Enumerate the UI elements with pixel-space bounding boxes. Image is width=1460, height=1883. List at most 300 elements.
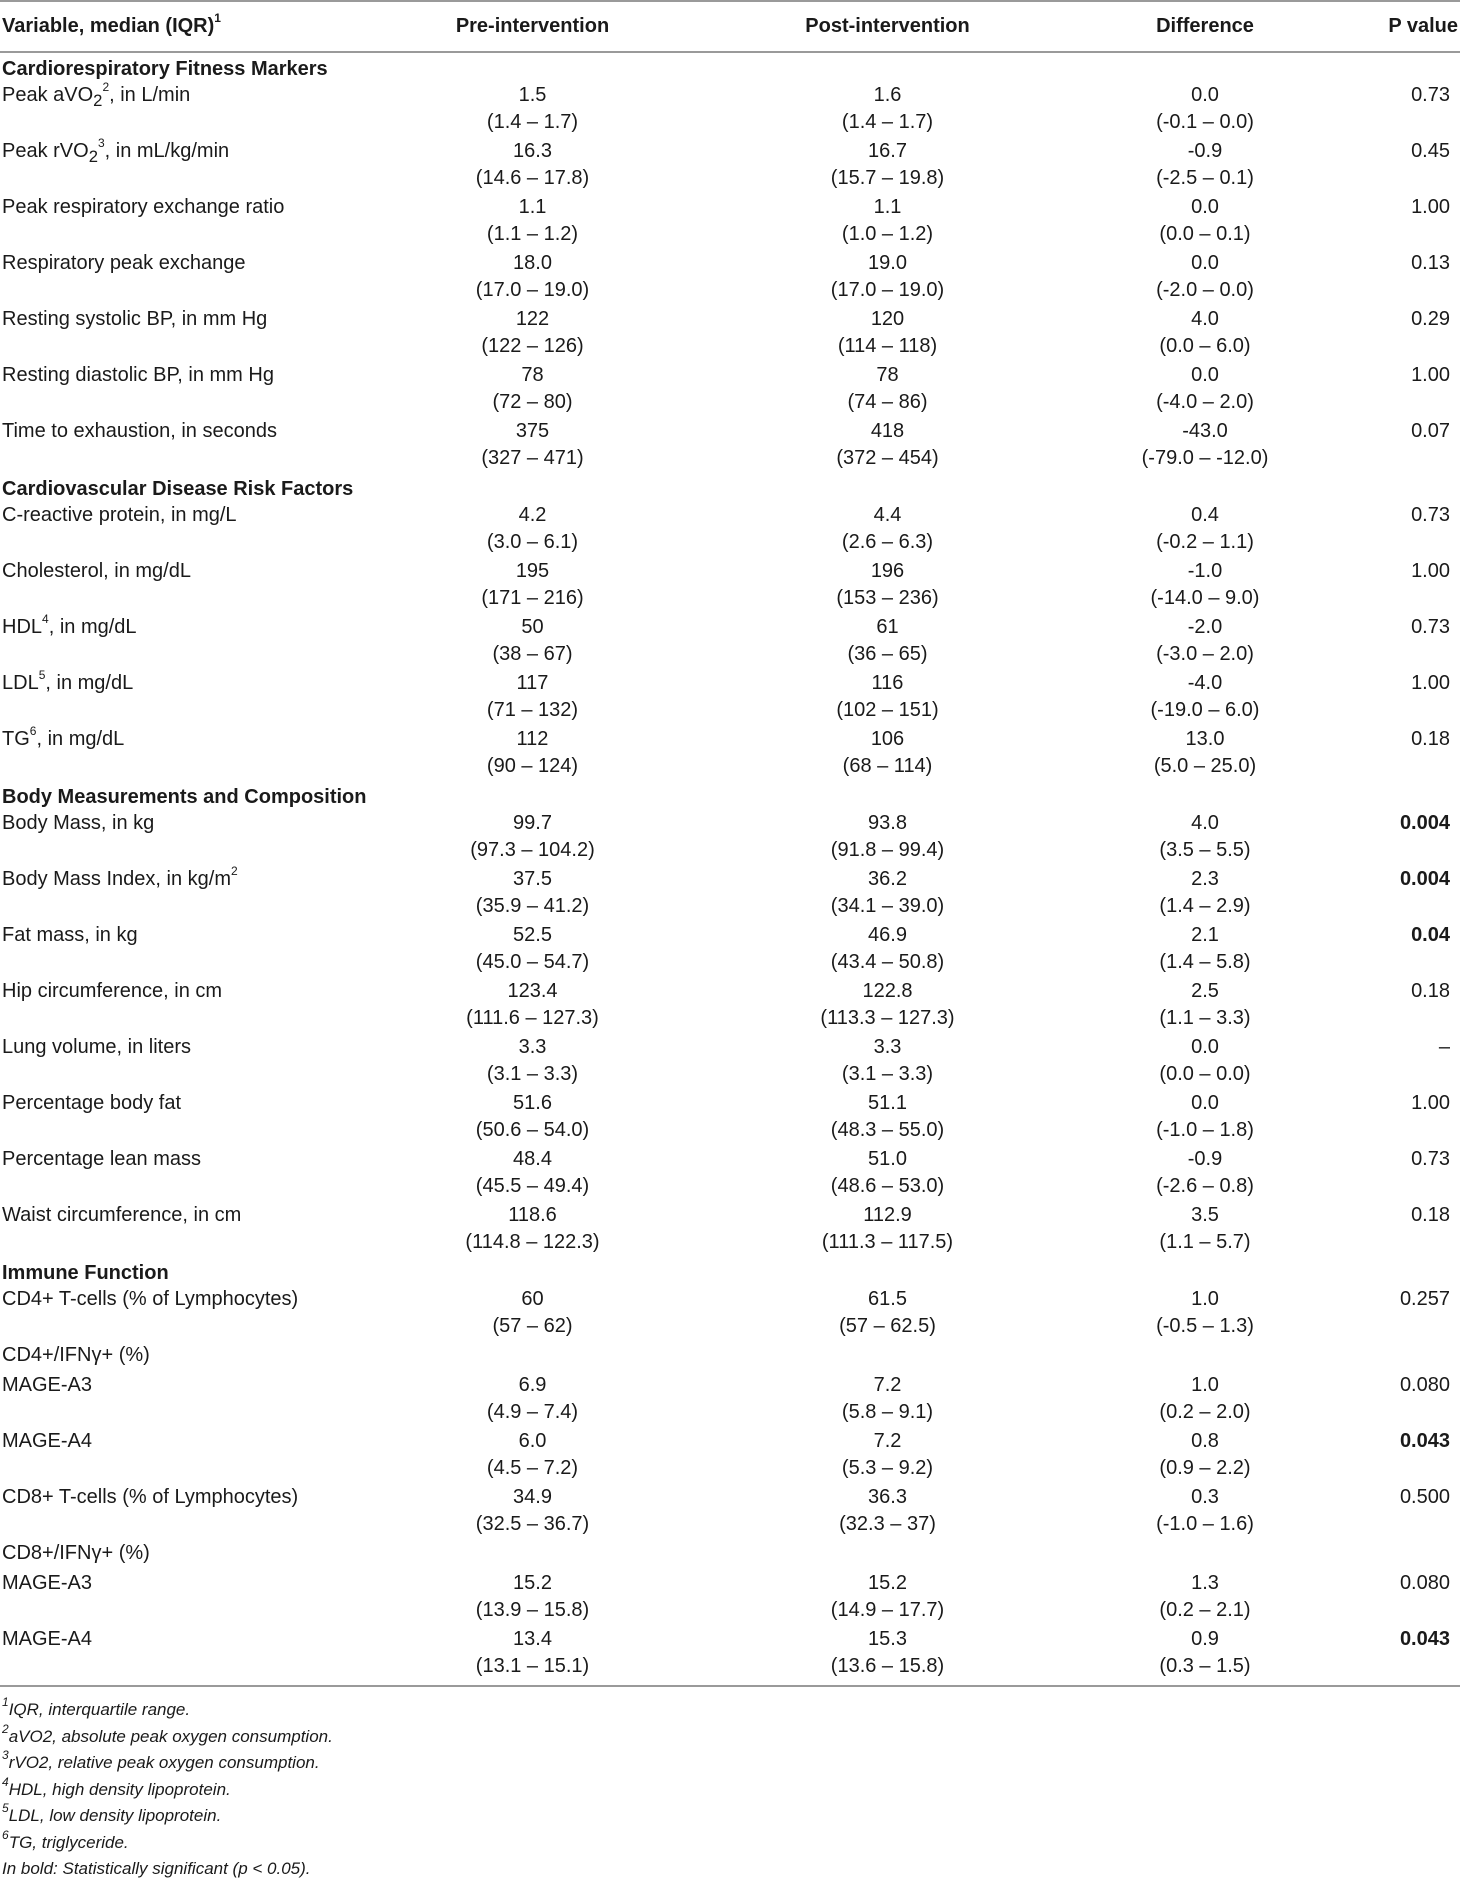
cell-pre-intervention [410,249,655,305]
cell-difference [1120,501,1290,557]
footnote [2,1856,1460,1883]
cell-difference-median: 0.8 [1191,1430,1219,1452]
cell-pre-intervention [410,1201,655,1257]
row-variable [0,977,410,1033]
table-row [0,305,1460,361]
cell-difference [1120,613,1290,669]
cell-pre-intervention [410,921,655,977]
row-variable-label: Percentage lean mass [2,1148,202,1170]
table-row [0,1089,1460,1145]
cell-post-intervention-median: 46.9 [868,924,907,946]
row-variable [0,1427,410,1483]
cell-pre-intervention-iqr: (1.4 – 1.7) [486,111,579,133]
cell-difference-median: 0.3 [1191,1486,1219,1508]
row-variable [0,1569,410,1625]
cell-difference-median: -43.0 [1182,420,1228,442]
row-variable [0,361,410,417]
table-subheader-row [0,1539,1460,1569]
cell-post-intervention-median: 116 [871,672,904,694]
row-subheader-label: CD8+/IFNγ+ (%) [2,1542,150,1564]
cell-difference-iqr: (-19.0 – 6.0) [1150,699,1260,721]
cell-post-intervention-median: 15.2 [868,1572,907,1594]
table-row [0,193,1460,249]
table-row [0,1145,1460,1201]
row-variable-label: Hip circumference, in cm [2,980,223,1002]
cell-p-value: 1.00 [1411,364,1450,386]
row-variable-label: Body Mass Index, in kg/m [2,868,231,890]
section-header-row [0,473,1460,501]
cell-pre-intervention [410,725,655,781]
row-variable-label: MAGE-A4 [2,1628,93,1650]
cell-difference [1120,557,1290,613]
cell-pre-intervention [410,1033,655,1089]
row-variable-label: MAGE-A3 [2,1572,93,1594]
table-row [0,501,1460,557]
cell-p-value: 1.00 [1411,560,1450,582]
cell-post-intervention-iqr: (1.4 – 1.7) [841,111,934,133]
cell-difference [1120,1371,1290,1427]
row-variable-label: CD4+ T-cells (% of Lymphocytes) [2,1288,299,1310]
cell-pre-intervention-iqr: (111.6 – 127.3) [466,1007,599,1029]
cell-post-intervention-median: 61.5 [868,1288,907,1310]
table-row [0,1033,1460,1089]
cell-p-value: 0.73 [1411,504,1450,526]
cell-p-value: 0.080 [1399,1374,1450,1396]
cell-post-intervention-iqr: (36 – 65) [847,643,928,665]
table-row [0,1371,1460,1427]
section-header-row [0,781,1460,809]
cell-pre-intervention [410,1569,655,1625]
cell-difference [1120,865,1290,921]
footnote-marker: 1 [2,1695,9,1710]
cell-pre-intervention-iqr: (71 – 132) [486,699,579,721]
cell-post-intervention-median: 1.6 [873,84,902,106]
cell-difference [1120,193,1290,249]
cell-pre-intervention-iqr: (35.9 – 41.2) [475,895,590,917]
cell-post-intervention-median: 19.0 [868,252,907,274]
table-row [0,1569,1460,1625]
cell-post-intervention-iqr: (34.1 – 39.0) [830,895,945,917]
cell-pre-intervention-median: 118.6 [508,1204,557,1226]
cell-difference-iqr: (-0.1 – 0.0) [1156,111,1254,133]
cell-post-intervention-median: 7.2 [873,1430,902,1452]
cell-post-intervention-iqr: (43.4 – 50.8) [830,951,945,973]
cell-post-intervention-median: 78 [876,364,899,386]
header-pre-intervention: Pre-intervention [410,1,655,52]
cell-pre-intervention-iqr: (327 – 471) [481,447,584,469]
cell-difference-iqr: (-1.0 – 1.8) [1156,1119,1254,1141]
cell-pre-intervention-iqr: (17.0 – 19.0) [475,279,590,301]
cell-pre-intervention-iqr: (38 – 67) [492,643,573,665]
cell-pre-intervention-median: 3.3 [518,1036,547,1058]
cell-pre-intervention-median: 37.5 [513,868,552,890]
cell-pre-intervention-median: 50 [521,616,544,638]
cell-p-value: 0.18 [1411,728,1450,750]
table-row [0,249,1460,305]
cell-pre-intervention [410,1483,655,1539]
table-row [0,669,1460,725]
cell-p-value: 0.18 [1411,1204,1450,1226]
header-difference: Difference [1120,1,1290,52]
row-variable-label: Percentage body fat [2,1092,182,1114]
row-variable [0,1201,410,1257]
cell-difference-median: 4.0 [1191,308,1219,330]
table-header-row [0,1,1460,52]
cell-pre-intervention [410,417,655,473]
header-variable-footnote-marker: 1 [214,11,221,26]
row-variable [0,193,410,249]
cell-difference-median: 0.0 [1191,196,1219,218]
cell-pre-intervention-iqr: (4.9 – 7.4) [486,1401,579,1423]
cell-difference-iqr: (0.3 – 1.5) [1159,1655,1251,1677]
row-variable [0,1371,410,1427]
cell-pre-intervention-iqr: (72 – 80) [492,391,573,413]
cell-difference-median: 2.3 [1191,868,1219,890]
cell-difference-iqr: (0.0 – 0.1) [1159,223,1251,245]
section-title: Cardiorespiratory Fitness Markers [2,58,328,80]
cell-pre-intervention-median: 123.4 [507,980,558,1002]
cell-pre-intervention-iqr: (32.5 – 36.7) [475,1513,590,1535]
cell-difference-median: 4.0 [1191,812,1219,834]
cell-pre-intervention-median: 112 [516,728,549,750]
cell-pre-intervention-median: 60 [521,1288,544,1310]
table-row [0,725,1460,781]
cell-post-intervention-iqr: (14.9 – 17.7) [830,1599,945,1621]
cell-p-value: – [1438,1036,1450,1058]
cell-difference-median: 0.0 [1191,1036,1219,1058]
cell-pre-intervention-iqr: (3.0 – 6.1) [486,531,579,553]
cell-p-value: 0.500 [1399,1486,1450,1508]
cell-post-intervention-iqr: (153 – 236) [836,587,939,609]
cell-difference [1120,1569,1290,1625]
cell-post-intervention-median: 3.3 [873,1036,902,1058]
cell-pre-intervention-iqr: (50.6 – 54.0) [475,1119,590,1141]
row-variable-footnote-marker: 2 [102,80,110,95]
cell-post-intervention-iqr: (48.3 – 55.0) [830,1119,945,1141]
row-variable-label: C-reactive protein, in mg/L [2,504,237,526]
cell-difference-median: 0.0 [1191,252,1219,274]
cell-difference-iqr: (0.0 – 0.0) [1159,1063,1251,1085]
cell-post-intervention [655,1145,1120,1201]
table-row [0,81,1460,137]
footnote-text: HDL, high density lipoprotein. [8,1779,231,1799]
row-variable-label: Waist circumference, in cm [2,1204,242,1226]
footnote-text: aVO2, absolute peak oxygen consumption. [8,1726,333,1746]
cell-difference [1120,669,1290,725]
cell-post-intervention-iqr: (3.1 – 3.3) [841,1063,934,1085]
section-header-row [0,52,1460,81]
cell-difference-iqr: (-79.0 – -12.0) [1141,447,1269,469]
table-subheader-row [0,1341,1460,1371]
cell-p-value: 0.004 [1399,812,1450,834]
cell-difference [1120,81,1290,137]
footnote-marker: 6 [2,1827,9,1842]
cell-p-value: 0.13 [1411,252,1450,274]
cell-post-intervention-median: 4.4 [873,504,902,526]
cell-pre-intervention [410,361,655,417]
row-variable-label: Respiratory peak exchange [2,252,246,274]
cell-difference-median: -4.0 [1187,672,1223,694]
cell-pre-intervention [410,557,655,613]
row-variable-subscript: 2 [88,147,98,166]
cell-p-value: 0.257 [1399,1288,1450,1310]
section-title: Body Measurements and Composition [2,786,367,808]
cell-pre-intervention-median: 1.1 [518,196,547,218]
cell-post-intervention [655,1033,1120,1089]
cell-pre-intervention-median: 6.9 [518,1374,547,1396]
cell-pre-intervention-median: 4.2 [518,504,547,526]
cell-difference [1120,1625,1290,1686]
cell-difference-iqr: (-1.0 – 1.6) [1156,1513,1254,1535]
cell-pre-intervention [410,305,655,361]
cell-pre-intervention-iqr: (97.3 – 104.2) [470,839,595,861]
cell-post-intervention-iqr: (57 – 62.5) [839,1315,936,1337]
cell-post-intervention [655,613,1120,669]
cell-post-intervention-median: 51.0 [868,1148,907,1170]
cell-post-intervention [655,193,1120,249]
cell-pre-intervention [410,669,655,725]
cell-difference-median: -2.0 [1187,616,1223,638]
cell-difference-median: 0.0 [1191,364,1219,386]
cell-post-intervention [655,921,1120,977]
row-variable [0,1483,410,1539]
cell-pre-intervention-iqr: (1.1 – 1.2) [486,223,579,245]
table-row [0,137,1460,193]
cell-post-intervention-iqr: (1.0 – 1.2) [841,223,934,245]
cell-difference-median: 0.4 [1191,504,1219,526]
cell-p-value: 0.73 [1411,84,1450,106]
cell-pre-intervention-iqr: (171 – 216) [481,587,584,609]
row-variable-label: Resting systolic BP, in mm Hg [2,308,268,330]
footnote-marker: 3 [2,1748,9,1763]
row-variable-label: Resting diastolic BP, in mm Hg [2,364,274,386]
footnotes [0,1687,1460,1883]
cell-difference-median: 0.9 [1191,1628,1219,1650]
row-variable-subscript: 2 [93,91,103,110]
cell-p-value: 0.043 [1399,1430,1450,1452]
row-variable [0,865,410,921]
cell-pre-intervention-median: 34.9 [513,1486,552,1508]
cell-post-intervention [655,1089,1120,1145]
row-variable-unit: , in mL/kg/min [104,140,230,162]
cell-p-value: 0.29 [1411,308,1450,330]
cell-pre-intervention-median: 51.6 [513,1092,552,1114]
cell-difference [1120,809,1290,865]
cell-pre-intervention [410,1625,655,1686]
cell-post-intervention [655,249,1120,305]
cell-pre-intervention-median: 48.4 [513,1148,552,1170]
cell-post-intervention-median: 1.1 [873,196,902,218]
cell-post-intervention-iqr: (2.6 – 6.3) [841,531,934,553]
table-row [0,809,1460,865]
cell-difference-median: 2.1 [1191,924,1219,946]
cell-p-value: 0.043 [1399,1628,1450,1650]
row-subheader-label: CD4+/IFNγ+ (%) [2,1344,150,1366]
row-variable-label: Peak respiratory exchange ratio [2,196,285,218]
footnote [2,1721,1460,1751]
footnote-marker: 4 [2,1774,9,1789]
cell-difference [1120,249,1290,305]
cell-pre-intervention-iqr: (4.5 – 7.2) [486,1457,579,1479]
footnote [2,1803,1460,1830]
cell-p-value: 1.00 [1411,196,1450,218]
cell-pre-intervention [410,1089,655,1145]
cell-post-intervention-iqr: (15.7 – 19.8) [830,167,945,189]
cell-pre-intervention [410,865,655,921]
header-variable: Variable, median (IQR)$^1$ [0,1,410,52]
table-row [0,977,1460,1033]
cell-post-intervention [655,1285,1120,1341]
cell-p-value: 1.00 [1411,1092,1450,1114]
cell-post-intervention-iqr: (113.3 – 127.3) [820,1007,955,1029]
table-row [0,921,1460,977]
table-row [0,613,1460,669]
cell-pre-intervention-median: 13.4 [513,1628,552,1650]
row-variable-label: Peak aVO [2,84,94,106]
cell-pre-intervention-iqr: (45.5 – 49.4) [475,1175,590,1197]
cell-difference-median: 3.5 [1191,1204,1219,1226]
cell-pre-intervention-iqr: (114.8 – 122.3) [465,1231,600,1253]
cell-post-intervention-iqr: (372 – 454) [836,447,939,469]
table-row [0,1201,1460,1257]
cell-difference-iqr: (1.1 – 3.3) [1159,1007,1251,1029]
cell-pre-intervention [410,1371,655,1427]
cell-post-intervention [655,557,1120,613]
cell-p-value: 0.45 [1411,140,1450,162]
cell-difference-iqr: (-4.0 – 2.0) [1156,391,1254,413]
table-row [0,557,1460,613]
footnote-text: LDL, low density lipoprotein. [8,1806,222,1825]
table-row [0,865,1460,921]
cell-p-value: 0.07 [1411,420,1450,442]
row-variable [0,501,410,557]
cell-difference-iqr: (-3.0 – 2.0) [1156,643,1254,665]
cell-pre-intervention-median: 195 [515,560,550,582]
row-variable [0,809,410,865]
table-body [0,52,1460,1686]
cell-post-intervention-iqr: (111.3 – 117.5) [821,1231,954,1253]
footnote-marker: 5 [2,1801,9,1816]
row-variable-label: CD8+ T-cells (% of Lymphocytes) [2,1486,299,1508]
cell-difference [1120,921,1290,977]
cell-p-value: 0.04 [1411,924,1450,946]
cell-pre-intervention-median: 375 [515,420,550,442]
row-variable-unit: , in mg/dL [48,616,137,638]
cell-post-intervention [655,1483,1120,1539]
row-variable-label: Body Mass, in kg [2,812,155,834]
cell-difference-median: -0.9 [1187,1148,1223,1170]
row-variable [0,249,410,305]
cell-post-intervention [655,81,1120,137]
cell-pre-intervention [410,1145,655,1201]
footnote-marker: 2 [2,1721,9,1736]
cell-difference [1120,1145,1290,1201]
cell-pre-intervention [410,1427,655,1483]
cell-difference-iqr: (-2.0 – 0.0) [1156,279,1254,301]
section-title: Cardiovascular Disease Risk Factors [2,478,354,500]
row-variable [0,1145,410,1201]
table-row [0,417,1460,473]
cell-difference-median: 0.0 [1191,84,1219,106]
cell-post-intervention-median: 93.8 [868,812,907,834]
cell-pre-intervention [410,193,655,249]
cell-post-intervention [655,725,1120,781]
footnote [2,1827,1460,1857]
row-variable-label: Peak rVO [2,140,89,162]
cell-p-value: 0.73 [1411,616,1450,638]
header-post-intervention: Post-intervention [655,1,1120,52]
footnote-text: rVO2, relative peak oxygen consumption. [8,1753,320,1772]
cell-post-intervention-iqr: (91.8 – 99.4) [830,839,945,861]
cell-post-intervention [655,1569,1120,1625]
cell-pre-intervention-median: 16.3 [513,140,552,162]
cell-difference-iqr: (3.5 – 5.5) [1159,839,1251,861]
row-variable-unit: , in mg/dL [45,672,134,694]
cell-pre-intervention-iqr: (45.0 – 54.7) [475,951,590,973]
cell-difference-median: 13.0 [1185,728,1225,750]
cell-pre-intervention-iqr: (14.6 – 17.8) [475,167,590,189]
row-variable [0,669,410,725]
cell-pre-intervention [410,81,655,137]
cell-post-intervention-iqr: (102 – 151) [836,699,939,721]
cell-difference-iqr: (0.9 – 2.2) [1159,1457,1251,1479]
cell-p-value: 0.73 [1411,1148,1450,1170]
table-row [0,361,1460,417]
footnote [2,1774,1460,1804]
cell-post-intervention [655,977,1120,1033]
cell-difference-median: 2.5 [1191,980,1219,1002]
cell-difference-median: 1.0 [1191,1374,1219,1396]
cell-pre-intervention-iqr: (90 – 124) [486,755,579,777]
cell-post-intervention-median: 196 [870,560,905,582]
row-variable-footnote-marker: 2 [230,864,238,879]
cell-post-intervention-median: 15.3 [868,1628,907,1650]
cell-difference [1120,1201,1290,1257]
cell-p-value: 0.18 [1411,980,1450,1002]
cell-post-intervention-iqr: (5.3 – 9.2) [841,1457,934,1479]
cell-post-intervention [655,501,1120,557]
cell-pre-intervention-iqr: (57 – 62) [492,1315,573,1337]
cell-post-intervention-iqr: (48.6 – 53.0) [830,1175,945,1197]
cell-difference [1120,1427,1290,1483]
cell-difference [1120,1033,1290,1089]
cell-pre-intervention [410,1285,655,1341]
cell-difference-iqr: (-14.0 – 9.0) [1150,587,1260,609]
row-variable-unit: , in mg/dL [36,728,125,750]
row-variable-label: Lung volume, in liters [2,1036,191,1058]
cell-post-intervention-median: 106 [870,728,905,750]
row-variable-label: TG [2,728,30,750]
row-variable-label: Fat mass, in kg [2,924,138,946]
cell-post-intervention-median: 51.1 [868,1092,907,1114]
section-header-row [0,1257,1460,1285]
row-variable [0,81,410,137]
row-variable-unit: , in L/min [109,84,191,106]
cell-difference-median: 1.3 [1191,1572,1219,1594]
cell-difference [1120,1285,1290,1341]
footnote-text: TG, triglyceride. [8,1832,129,1852]
cell-difference [1120,361,1290,417]
row-variable [0,1033,410,1089]
cell-pre-intervention-median: 99.7 [513,812,552,834]
row-variable-label: HDL [2,616,43,638]
cell-post-intervention-iqr: (17.0 – 19.0) [830,279,945,301]
cell-post-intervention-median: 7.2 [873,1374,902,1396]
section-title: Immune Function [2,1262,169,1284]
cell-post-intervention-median: 418 [870,420,905,442]
cell-post-intervention-median: 61 [876,616,899,638]
cell-pre-intervention-median: 15.2 [513,1572,552,1594]
